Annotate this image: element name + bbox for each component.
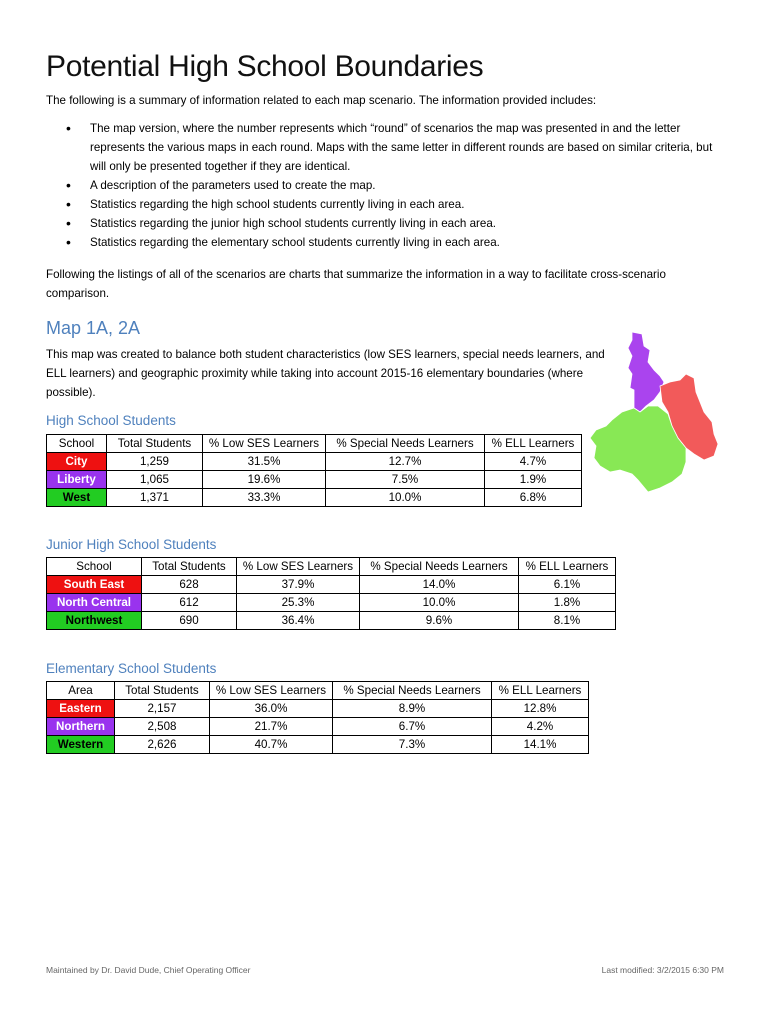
ell-cell: 4.7% xyxy=(485,453,582,471)
ell-cell: 8.1% xyxy=(519,612,616,630)
header-cell: % ELL Learners xyxy=(519,558,616,576)
bullet-item: • Statistics regarding the elementary school students currently living in each area. xyxy=(66,234,500,250)
table-header-row xyxy=(47,682,589,700)
total-students-cell: 1,259 xyxy=(107,453,203,471)
bullet-item: • A description of the parameters used to create the map. xyxy=(66,177,376,193)
table-row xyxy=(47,594,616,612)
header-cell: % ELL Learners xyxy=(492,682,589,700)
ell-cell: 1.8% xyxy=(519,594,616,612)
special-needs-cell: 7.3% xyxy=(333,736,492,754)
special-needs-cell: 6.7% xyxy=(333,718,492,736)
table-header-row xyxy=(47,435,582,453)
header-cell: % Special Needs Learners xyxy=(360,558,519,576)
bullet-icon: • xyxy=(66,234,71,250)
school-cell: Liberty xyxy=(47,471,107,489)
high-school-title: High School Students xyxy=(46,413,176,428)
total-students-cell: 2,508 xyxy=(115,718,210,736)
header-cell: % Low SES Learners xyxy=(237,558,360,576)
table-row xyxy=(47,576,616,594)
table-row xyxy=(47,453,582,471)
bullet-item: • Statistics regarding the junior high school students currently living in each area. xyxy=(66,215,497,231)
special-needs-cell: 9.6% xyxy=(360,612,519,630)
school-cell: Northwest xyxy=(47,612,142,630)
special-needs-cell: 12.7% xyxy=(326,453,485,471)
table-row xyxy=(47,489,582,507)
school-cell: North Central xyxy=(47,594,142,612)
total-students-cell: 2,157 xyxy=(115,700,210,718)
header-cell: Total Students xyxy=(142,558,237,576)
low-ses-cell: 37.9% xyxy=(237,576,360,594)
total-students-cell: 628 xyxy=(142,576,237,594)
low-ses-cell: 31.5% xyxy=(203,453,326,471)
footer-last-modified: Last modified: 3/2/2015 6:30 PM xyxy=(601,965,724,975)
bullet-icon: • xyxy=(66,120,71,136)
ell-cell: 6.1% xyxy=(519,576,616,594)
ell-cell: 1.9% xyxy=(485,471,582,489)
bullet-item: • Statistics regarding the high school students currently living in each area. xyxy=(66,196,465,212)
special-needs-cell: 10.0% xyxy=(326,489,485,507)
elementary-table xyxy=(46,681,589,754)
boundary-map-image xyxy=(588,330,723,495)
bullet-item: • The map version, where the number represents which “round” of scenarios the map was presented in and the letter represents the various maps in each round. Maps with the same letter in different rounds are based on similar criteria, but will only be presented together if they are identical. xyxy=(66,120,713,173)
school-cell: West xyxy=(47,489,107,507)
info-bullet-list xyxy=(46,119,726,252)
special-needs-cell: 10.0% xyxy=(360,594,519,612)
map-region-north xyxy=(628,332,664,412)
total-students-cell: 1,371 xyxy=(107,489,203,507)
ell-cell: 4.2% xyxy=(492,718,589,736)
total-students-cell: 1,065 xyxy=(107,471,203,489)
table-row xyxy=(47,718,589,736)
bullet-icon: • xyxy=(66,196,71,212)
area-cell: Western xyxy=(47,736,115,754)
header-cell: % Low SES Learners xyxy=(210,682,333,700)
header-cell: Area xyxy=(47,682,115,700)
table-row xyxy=(47,700,589,718)
header-cell: Total Students xyxy=(115,682,210,700)
low-ses-cell: 36.0% xyxy=(210,700,333,718)
header-cell: School xyxy=(47,558,142,576)
school-cell: City xyxy=(47,453,107,471)
low-ses-cell: 19.6% xyxy=(203,471,326,489)
area-cell: Eastern xyxy=(47,700,115,718)
elementary-title: Elementary School Students xyxy=(46,661,217,676)
header-cell: % Special Needs Learners xyxy=(333,682,492,700)
school-cell: South East xyxy=(47,576,142,594)
low-ses-cell: 25.3% xyxy=(237,594,360,612)
map-heading: Map 1A, 2A xyxy=(46,318,141,338)
follow-text: Following the listings of all of the scenarios are charts that summarize the information in a way to facilitate cross-scenario comparison. xyxy=(46,268,666,300)
special-needs-cell: 8.9% xyxy=(333,700,492,718)
footer-maintainer: Maintained by Dr. David Dude, Chief Operating Officer xyxy=(46,965,251,975)
total-students-cell: 612 xyxy=(142,594,237,612)
intro-text: The following is a summary of information related to each map scenario. The information provided includes: xyxy=(46,94,597,107)
total-students-cell: 690 xyxy=(142,612,237,630)
ell-cell: 6.8% xyxy=(485,489,582,507)
header-cell: Total Students xyxy=(107,435,203,453)
ell-cell: 12.8% xyxy=(492,700,589,718)
table-row xyxy=(47,471,582,489)
high-school-table xyxy=(46,434,582,507)
low-ses-cell: 33.3% xyxy=(203,489,326,507)
special-needs-cell: 14.0% xyxy=(360,576,519,594)
bullet-icon: • xyxy=(66,177,71,193)
special-needs-cell: 7.5% xyxy=(326,471,485,489)
low-ses-cell: 21.7% xyxy=(210,718,333,736)
table-row xyxy=(47,736,589,754)
table-header-row xyxy=(47,558,616,576)
table-row xyxy=(47,612,616,630)
header-cell: School xyxy=(47,435,107,453)
header-cell: % Low SES Learners xyxy=(203,435,326,453)
ell-cell: 14.1% xyxy=(492,736,589,754)
header-cell: % Special Needs Learners xyxy=(326,435,485,453)
bullet-icon: • xyxy=(66,215,71,231)
area-cell: Northern xyxy=(47,718,115,736)
map-description: This map was created to balance both student characteristics (low SES learners, special needs learners, and ELL learners) and geographic proximity while taking into account 2015-16 elementary boundaries (where possible). xyxy=(46,348,605,399)
page-title: Potential High School Boundaries xyxy=(46,50,484,83)
low-ses-cell: 40.7% xyxy=(210,736,333,754)
total-students-cell: 2,626 xyxy=(115,736,210,754)
junior-high-table xyxy=(46,557,616,630)
header-cell: % ELL Learners xyxy=(485,435,582,453)
low-ses-cell: 36.4% xyxy=(237,612,360,630)
junior-high-title: Junior High School Students xyxy=(46,537,217,552)
